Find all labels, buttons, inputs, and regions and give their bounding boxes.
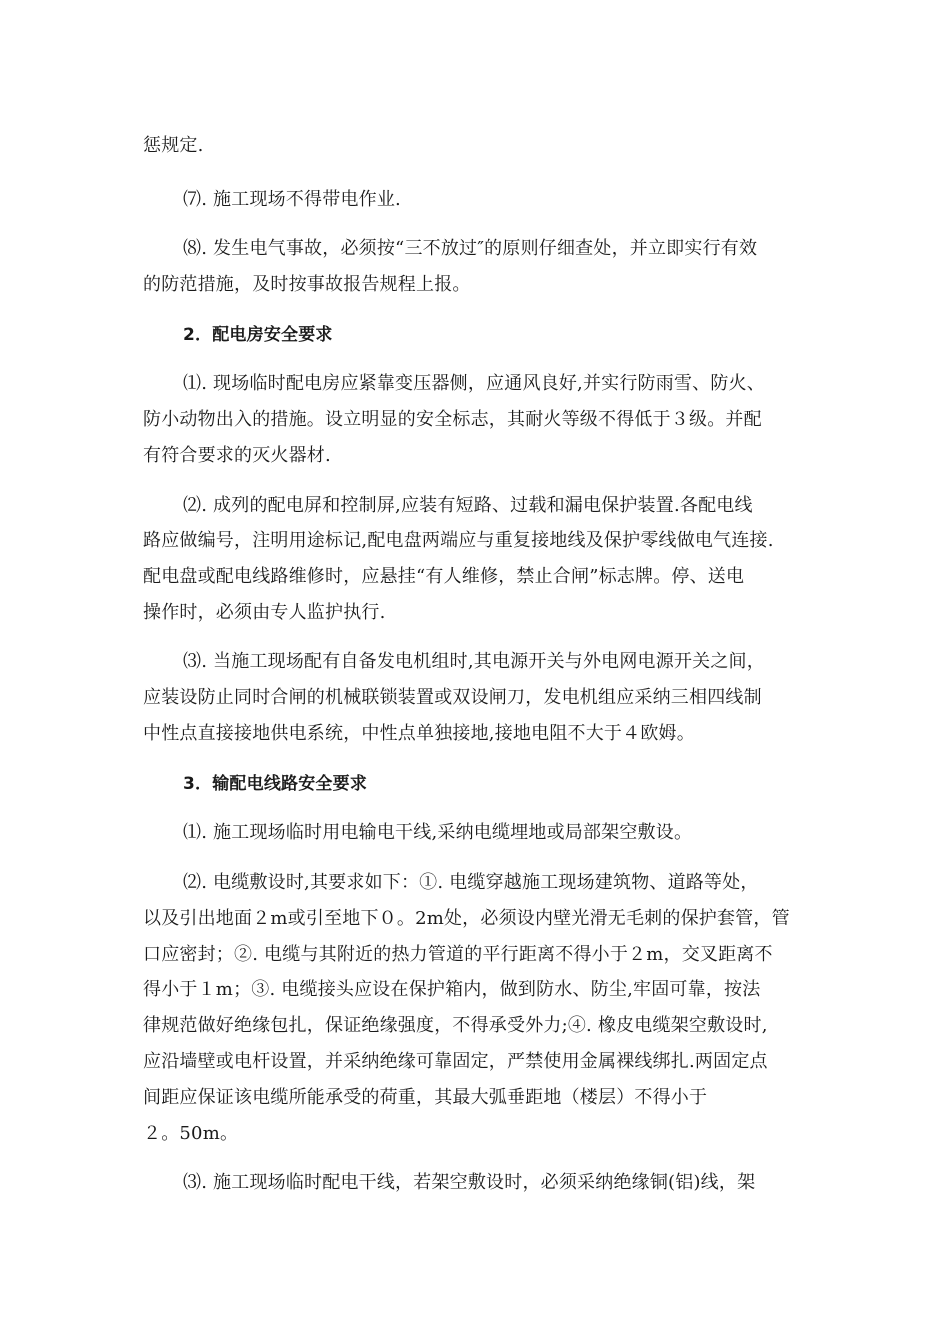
list-item-3: ⑶. 施工现场临时配电干线，若架空敷设时，必须采纳绝缘铜(铝)线，架: [183, 1172, 756, 1193]
text-line: ２。50m。: [143, 1123, 239, 1144]
text-line: 间距应保证该电缆所能承受的荷重，其最大弧垂距地（楼层）不得小于: [143, 1087, 708, 1108]
text-line: 有符合要求的灭火器材.: [143, 445, 331, 466]
text-line: 惩规定.: [143, 135, 204, 156]
text-line: 操作时，必须由专人监护执行.: [143, 602, 386, 623]
text-line: 配电盘或配电线路维修时，应悬挂“有人维修，禁止合闸”标志牌。停、送电: [143, 566, 745, 587]
list-item-2: ⑵. 成列的配电屏和控制屏,应装有短路、过载和漏电保护装置.各配电线: [183, 495, 753, 516]
text-line: 应装设防止同时合闸的机械联锁装置或双设闸刀，发电机组应采纳三相四线制: [143, 687, 762, 708]
list-item-1: ⑴. 施工现场临时用电输电干线,采纳电缆埋地或局部架空敷设。: [183, 822, 693, 843]
text-line: 应沿墙壁或电杆设置，并采纳绝缘可靠固定，严禁使用金属裸线绑扎.两固定点: [143, 1051, 768, 1072]
list-item-8: ⑻. 发生电气事故，必须按“三不放过″的原则仔细查处，并立即实行有效: [183, 238, 758, 259]
list-item-7: ⑺. 施工现场不得带电作业.: [183, 189, 401, 210]
section-heading-2: 2．配电房安全要求: [183, 325, 333, 345]
text-line: 中性点直接接地供电系统，中性点单独接地,接地电阻不大于４欧姆。: [143, 723, 695, 744]
text-line: 的防范措施，及时按事故报告规程上报。: [143, 274, 471, 295]
text-line: 口应密封；②. 电缆与其附近的热力管道的平行距离不得小于２m，交叉距离不: [143, 944, 773, 965]
list-item-2: ⑵. 电缆敷设时,其要求如下：①. 电缆穿越施工现场建筑物、道路等处，: [183, 872, 759, 893]
text-line: 得小于１m；③. 电缆接头应设在保护箱内，做到防水、防尘,牢固可靠，按法: [143, 979, 761, 1000]
list-item-1: ⑴. 现场临时配电房应紧靠变压器侧，应通风良好,并实行防雨雪、防火、: [183, 373, 765, 394]
text-line: 律规范做好绝缘包扎，保证绝缘强度，不得承受外力;④. 橡皮电缆架空敷设时,: [143, 1015, 768, 1036]
text-line: 防小动物出入的措施。设立明显的安全标志，其耐火等级不得低于３级。并配: [143, 409, 762, 430]
section-heading-3: 3．输配电线路安全要求: [183, 774, 368, 794]
text-line: 以及引出地面２m或引至地下０。2m处，必须设内壁光滑无毛刺的保护套管，管: [143, 908, 790, 929]
list-item-3: ⑶. 当施工现场配有自备发电机组时,其电源开关与外电网电源开关之间，: [183, 651, 765, 672]
text-line: 路应做编号，注明用途标记,配电盘两端应与重复接地线及保护零线做电气连接.: [143, 530, 774, 551]
